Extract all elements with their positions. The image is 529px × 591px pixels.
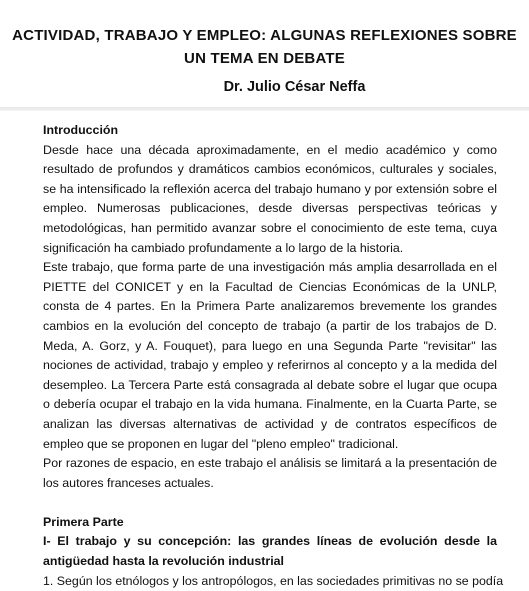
intro-paragraph-1: Desde hace una década aproximadamente, en el medio académico y como resultado de profundos y dramáticos cambios económicos, culturales y sociales, se ha intensificado la reflexión acerca del trabajo humano y por extensión sobre el empleo. Numerosas publicaciones, desde diversas perspectivas teóricas y metodológicas, han permitido avanzar sobre el conocimiento de este tema, cuya significación ha cambiado profundamente a lo largo de la historia. [43, 142, 497, 255]
page-divider [0, 107, 529, 111]
title-line-1: ACTIVIDAD, TRABAJO Y EMPLEO: ALGUNAS REFLEXIONES SOBRE [12, 27, 517, 44]
section-heading-introduccion: Introducción [43, 123, 119, 137]
document-body [43, 121, 504, 591]
document-header [0, 0, 529, 108]
body-text-line: 1. Según los etnólogos y los antropólogos, en las sociedades primitivas no se podía [43, 573, 504, 588]
spacer [43, 493, 497, 513]
subsection-heading: I- El trabajo y su concepción: las grandes líneas de evolución desde la antigüedad hasta la revolución industrial [43, 534, 497, 569]
section-heading-primera-parte: Primera Parte [43, 514, 124, 529]
intro-paragraph-2: Este trabajo, que forma parte de una investigación más amplia desarrollada en el PIETTE del CONICET y en la Facultad de Ciencias Económicas de la UNLP, consta de 4 partes. En la Primera Parte analizaremos brevemente los grandes cambios en la evolución del concepto de trabajo (a partir de los trabajos de D. Meda, A. Gorz, y A. Fouquet), para luego en una Segunda Parte "revisitar" las nociones de actividad, trabajo y empleo y referirnos al concepto y a la medida del desempleo. La Tercera Parte está consagrada al debate sobre el lugar que ocupa o debería ocupar el trabajo en la vida humana. Finalmente, en la Cuarta Parte, se analizan las diversas alternativas de actividad y de contratos específicos de empleo que se proponen en lugar del "pleno empleo" tradicional. [43, 260, 497, 451]
title-line-2: UN TEMA EN DEBATE [184, 50, 345, 67]
author-name: Dr. Julio César Neffa [223, 79, 366, 95]
intro-paragraph-3: Por razones de espacio, en este trabajo el análisis se limitará a la presentación de los autores franceses actuales. [43, 456, 497, 490]
